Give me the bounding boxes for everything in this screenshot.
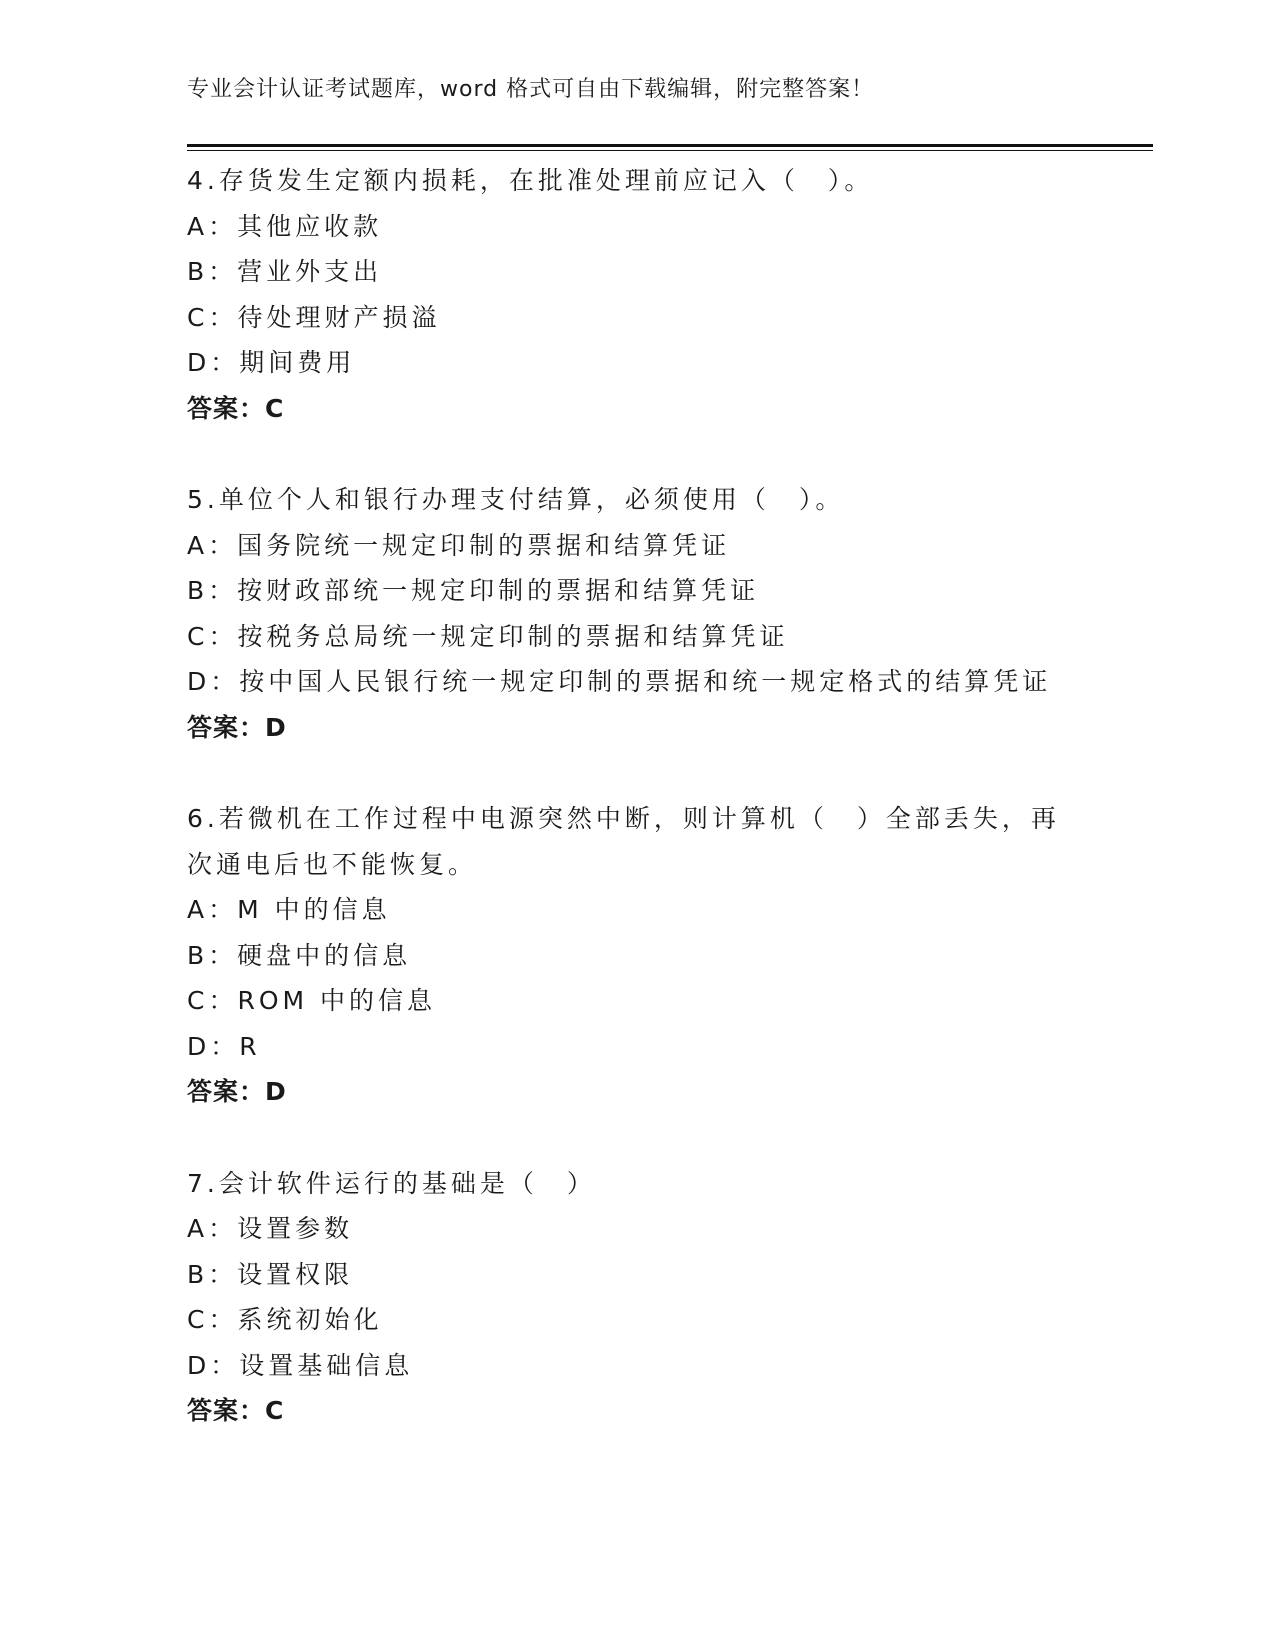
question-stem-line-1: 6.若微机在工作过程中电源突然中断，则计算机（ ）全部丢失，再 xyxy=(187,804,1060,833)
option-b: B：按财政部统一规定印制的票据和结算凭证 xyxy=(187,576,760,605)
option-d: D：期间费用 xyxy=(187,348,356,377)
option-b: B：硬盘中的信息 xyxy=(187,940,412,970)
option-b: B：设置权限 xyxy=(187,1259,354,1289)
option-a: A：设置参数 xyxy=(187,1214,354,1243)
header-rule-thick xyxy=(187,144,1153,147)
option-d: D：R xyxy=(187,1031,261,1061)
question-4 xyxy=(187,158,1087,431)
answer: 答案：D xyxy=(187,712,287,742)
question-7 xyxy=(187,1161,1087,1434)
answer: 答案：D xyxy=(187,1077,287,1106)
option-c: C：按税务总局统一规定印制的票据和结算凭证 xyxy=(187,621,789,651)
header-rule-thin xyxy=(187,150,1153,151)
question-6 xyxy=(187,796,1087,1115)
option-c: C：ROM 中的信息 xyxy=(187,986,437,1015)
page-header: 专业会计认证考试题库，word 格式可自由下载编辑，附完整答案！ xyxy=(187,77,875,102)
question-stem-line-2: 次通电后也不能恢复。 xyxy=(187,849,478,879)
answer: 答案：C xyxy=(187,393,285,423)
option-a: A：其他应收款 xyxy=(187,211,383,241)
option-c: C：系统初始化 xyxy=(187,1305,383,1334)
option-c: C：待处理财产损溢 xyxy=(187,302,441,332)
option-a: A：国务院统一规定印制的票据和结算凭证 xyxy=(187,530,731,560)
option-a: A：M 中的信息 xyxy=(187,895,391,924)
option-b: B：营业外支出 xyxy=(187,257,383,286)
question-5 xyxy=(187,477,1087,750)
answer: 答案：C xyxy=(187,1396,285,1425)
option-d: D：设置基础信息 xyxy=(187,1350,414,1380)
question-stem: 4.存货发生定额内损耗，在批准处理前应记入（ ）。 xyxy=(187,166,874,195)
option-d: D：按中国人民银行统一规定印制的票据和统一规定格式的结算凭证 xyxy=(187,667,1052,696)
question-list xyxy=(187,158,1087,1434)
question-stem: 7.会计软件运行的基础是（ ） xyxy=(187,1168,596,1198)
question-stem: 5.单位个人和银行办理支付结算，必须使用（ ）。 xyxy=(187,485,845,514)
